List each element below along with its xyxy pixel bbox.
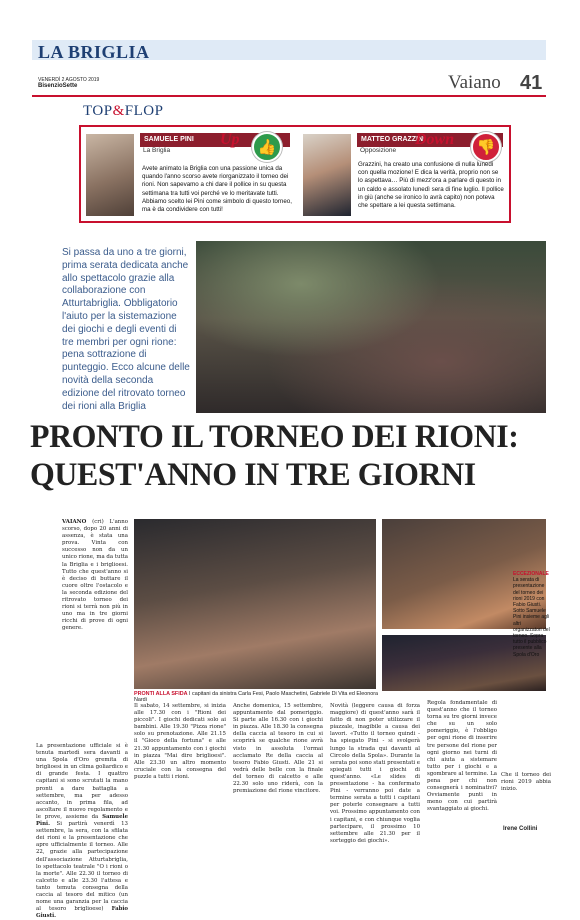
city-name: Vaiano xyxy=(448,72,501,93)
down-badge: Down xyxy=(415,131,455,148)
top-name: SAMUELE PINI xyxy=(140,133,290,147)
article-col-5: Regola fondamentale di quest'anno che il torneo torna su tre giorni invece che su un solo pomeriggio, è l'obbligo per ogni rione di inserire tre persone del rione per ogni giorno nei turni di chi aiuta a sistemare tutto per i giochi e a sgombrare al termine. La pena per chi non consegnerà i nominativi? Ovviamente punti in meno con cui partirà svantaggiato ai giochi. xyxy=(427,700,497,813)
issue-date: VENERDÌ 2 AGOSTO 2019 xyxy=(38,77,100,83)
headline-line-1: PRONTO IL TORNEO DEI RIONI: xyxy=(30,419,519,455)
topflop-title: TOP&FLOP xyxy=(83,103,164,119)
article-col-1b: La presentazione ufficiale si è tenuta martedì sera davanti a una Spola d'Oro gremita di briglioesi in un clima goliardico e di grande festa. I quattro capitani si sono scrutati la mano pronti a dare battaglia a settembre, ma per adesso accanto, in prima fila, ad ascoltare il nuovo regolamento e le prove, assieme da Samuele Pini. Si partirà venerdì 13 settembre, la sera, con la sfilata dei rioni e la presentazione che apre ufficialmente il torneo. Alle 22, grazie alla partecipazione dell'associazione Atturtabriglia, lo spettacolo teatrale "O i rioni o la morte". Alle 22.30 il torneo di calcetto e alle 23.30 l'attesa e tanto temuta consegna della caccia al tesoro del mitico (un nome una garanzia per la caccia al tesoro briglioese) Fabio Giusti. xyxy=(36,743,128,920)
top-text: Avete animato la Briglia con una passione unica da quando l'anno scorso avete riorganizzato il torneo dei rioni. Non sapevamo a chi dare il pollice in su questa settimana tra tutti voi perché ve lo meritavate tutti. Abbiamo scelto lei Pini come simbolo di questo torneo, ma è da condividere con tutti! xyxy=(142,165,292,214)
issue-info xyxy=(38,77,99,89)
side-caption: ECCEZIONALE La serata di presentazione del torneo dei rioni 2019 con Fabio Giusti. Sotto Samuele Pini insieme agli altri organizzatori del torneo. Sopra tutto il pubblico presente alla Spola d'Oro xyxy=(513,571,550,658)
headline xyxy=(30,418,540,494)
article-col-2: Il sabato, 14 settembre, si inizia alle 17.30 con i "Rioni dei piccoli". I giochi dedicati solo ai bambini. Alle 19.30 "Pizza rione" solo su prenotazione. Alle 21.15 il "Gioco della fortuna" e alle 21.30 appuntamento con i giochi in piazza "Mai dire briglioesi". Alle 23.30 un altro momento cruciale con la consegna del puzzle a tutti i rioni. xyxy=(134,703,226,780)
article-author: Irene Collini xyxy=(503,826,538,832)
flop-text: Grazzini, ha creato una confusione di nulla lunedì con quella mozione! E dica la verità, proprio non se lo aspettava… Più di mezz'ora a parlare di questo in un caldo e assolato lunedì sera di fine luglio. Il pollice in giù (anche se ironico lo avrà capito) non poteva che spettare a lei questa settimana. xyxy=(358,161,504,210)
brand-logo: LA BRIGLIA xyxy=(38,42,150,62)
publisher: BisenzioSette xyxy=(38,83,78,89)
article-col-1: VAIANO (cri) L'anno scorso, dopo 20 anni di assenza, è stata una prova. Vinta con successo non da un unico rione, ma da tutta la Briglia e i briglioesi. Tutto che quest'anno si è deciso di buttare il cuore oltre l'ostacolo e la seconda edizione del ritrovato torneo dei rioni si terrà non più in uno ma in tre giorni ricchi di prove di ogni genere. xyxy=(62,519,128,632)
lead-paragraph: Si passa da uno a tre giorni, prima serata dedicata anche allo spettacolo grazie alla collaborazione con Atturtabriglia. Obbligatorio l'aiuto per la sistemazione dei giochi e degli eventi di tre membri per ogni rione: pena sottrazione di punteggio. Ecco alcune delle novità della seconda edizione del ritrovato torneo dei rioni alla Briglia xyxy=(62,247,190,412)
thumb-down-icon: 👎 xyxy=(471,132,501,162)
audience-photo xyxy=(196,241,546,413)
article-col-3: Anche domenica, 15 settembre, appuntamento dal pomeriggio. Si parte alle 16.30 con i giochi in piazza. Alle 18.30 la consegna della caccia al tesoro in cui si scoprirà se qualche rione avrà visto in assoluta l'ormai acclamato Re della caccia al tesoro Fabio Giusti. Alle 21 si vedrà delle belle con la finale del torneo di calcetto e alle 22.30 solo uno riderà, con la premiazione del rione vincitore. xyxy=(233,703,323,795)
captains-photo xyxy=(134,519,376,689)
top-role: La Briglia xyxy=(143,147,171,154)
flop-role: Opposizione xyxy=(360,147,397,154)
page-number: 41 xyxy=(520,72,543,94)
flop-name: MATTEO GRAZZINI xyxy=(357,133,503,147)
photo-matteo-grazzini xyxy=(303,134,351,216)
captains-caption: PRONTI ALLA SFIDA I capitani da sinistra Carla Fesi, Paolo Maschetini, Gabriele Di Vita ed Eleonora Nardi xyxy=(134,691,378,703)
photo-samuele-pini xyxy=(86,134,134,216)
article-col-5b: Che il torneo dei rioni 2019 abbia inizio. xyxy=(501,772,551,793)
up-badge: Up xyxy=(220,131,240,148)
header-rule xyxy=(32,95,546,97)
headline-line-2: QUEST'ANNO IN TRE GIORNI xyxy=(30,457,476,493)
article-col-4: Novità (leggere causa di forza maggiore) di quest'anno sarà il fatto di non poter utilizzare il piazzale, inagibile a causa dei lavori. «Tutto il torneo quindi - ha spiegato Pini - si svolgerà lungo la strada qui davanti al Circolo della Spola». Durante la serata poi sono stati presentati e spiegati tutti i giochi di quest'anno. «Le slides di presentazione - ha confermato Pini - verranno poi date a termine serata a tutti i capitani per poterle consegnare a tutti voi. Prossimo appuntamento con i capitani, e con chiunque voglia partecipare, il prossimo 10 settembre alle 21.30 per il sorteggio dei giochi». xyxy=(330,703,420,844)
thumb-up-icon: 👍 xyxy=(252,132,282,162)
